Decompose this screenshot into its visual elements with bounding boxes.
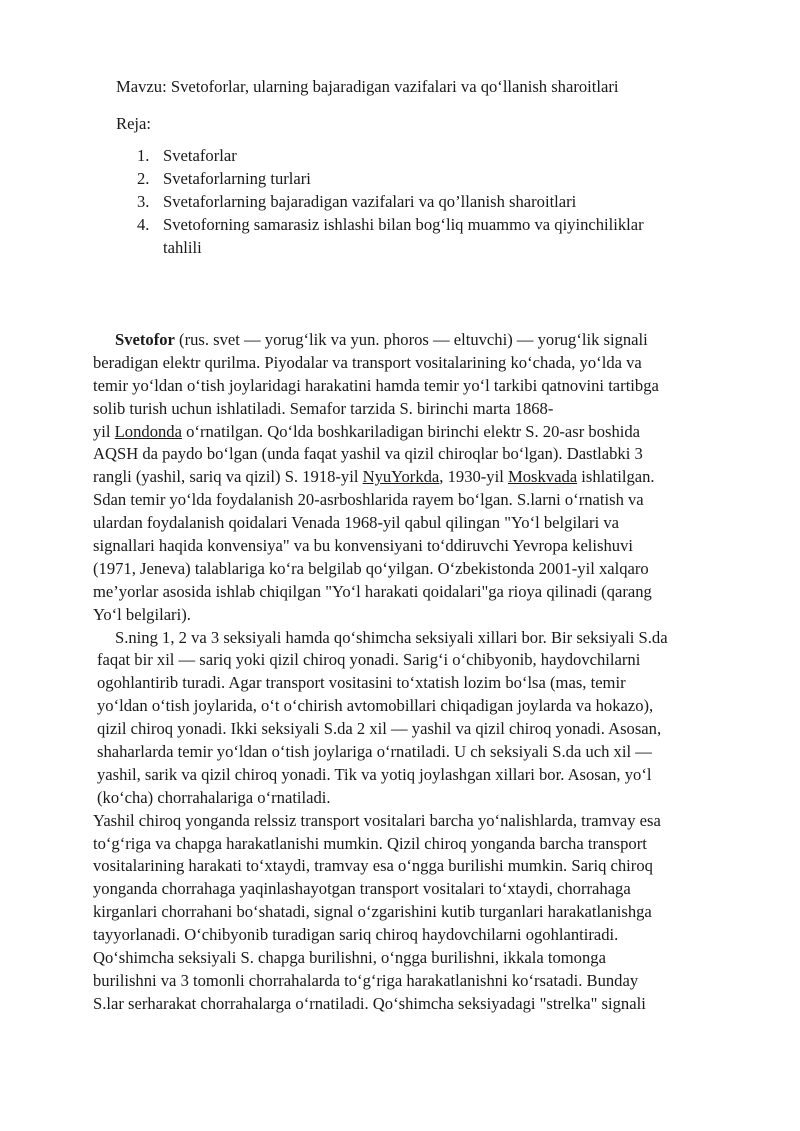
paragraph-line: Yo‘l belgilari). <box>93 604 191 624</box>
paragraph-line: beradigan elektr qurilma. Piyodalar va transport vositalarining ko‘chada, yo‘lda va <box>93 352 642 372</box>
plan-item-number: 2. <box>137 168 150 188</box>
paragraph-line: Sdan temir yo‘lda foydalanish 20-asrboshlarida rayem bo‘lgan. S.larni o‘rnatish va <box>93 490 644 510</box>
paragraph-line <box>93 421 713 444</box>
document-topic: Mavzu: Svetoforlar, ularning bajaradigan vazifalari va qo‘llanish sharoitlari <box>116 77 619 96</box>
plan-item-number: 4. <box>137 214 150 234</box>
plan-item-text: Svetoforning samarasiz ishlashi bilan bog‘liq muammo va qiyinchiliklar <box>163 214 644 234</box>
paragraph-line: (ko‘cha) chorrahalariga o‘rnatiladi. <box>97 787 331 807</box>
paragraph-line: kirganlari chorrahani bo‘shatadi, signal o‘zgarishini kutib turganlari harakatlanishga <box>93 902 652 922</box>
plan-heading: Reja: <box>116 114 152 133</box>
plan-item <box>137 168 737 191</box>
paragraph-line: Qo‘shimcha seksiyali S. chapga burilishni, o‘ngga burilishni, ikkala tomonga <box>93 948 606 968</box>
paragraph-line: signallari haqida konvensiya" va bu konvensiyani to‘ddiruvchi Yevropa kelishuvi <box>93 536 633 556</box>
link-moscow[interactable]: Moskvada <box>507 467 578 487</box>
paragraph-line: yashil, sarik va qizil chiroq yonadi. Tik va yotiq joylashgan xillari bor. Asosan, yo‘l <box>97 764 652 784</box>
text-span: rangli (yashil, sariq va qizil) S. 1918-yil <box>93 467 363 487</box>
plan-item-number: 3. <box>137 191 150 211</box>
plan-item-text-group <box>163 214 737 260</box>
plan-item-text: Svetaforlarning bajaradigan vazifalari va qo’llanish sharoitlari <box>163 191 577 211</box>
text-span: , 1930-yil <box>439 467 508 487</box>
paragraph-line: ogohlantirib turadi. Agar transport vositasini to‘xtatish lozim bo‘lsa (mas, temir <box>97 673 626 693</box>
paragraph-line: me’yorlar asosida ishlab chiqilgan "Yo‘l harakati qoidalari"ga rioya qilinadi (qarang <box>93 581 652 601</box>
paragraph-line <box>93 466 713 489</box>
article-body <box>93 329 713 1016</box>
plan-item <box>137 145 737 168</box>
paragraph-line: qizil chiroq yonadi. Ikki seksiyali S.da 2 xil — yashil va qizil chiroq yonadi. Asosan, <box>97 719 662 739</box>
paragraph-line: AQSH da paydo bo‘lgan (unda faqat yashil va qizil chiroqlar bo‘lgan). Dastlabki 3 <box>93 444 643 464</box>
paragraph-line: (1971, Jeneva) talablariga ko‘ra belgilab qo‘yilgan. O‘zbekistonda 2001-yil xalqaro <box>93 558 649 578</box>
text-span: (rus. svet — yorug‘lik va yun. phoros — eltuvchi) — yorug‘lik signali <box>174 330 648 349</box>
paragraph-line: ulardan foydalanish qoidalari Venada 1968-yil qabul qilingan "Yo‘l belgilari va <box>93 513 619 533</box>
paragraph-line: burilishni va 3 tomonli chorrahalarda to‘g‘riga harakatlanishni ko‘rsatadi. Bunday <box>93 970 639 990</box>
paragraph-line: solib turish uchun ishlatiladi. Semafor tarzida S. birinchi marta 1868- <box>93 398 554 418</box>
paragraph-line: to‘g‘riga va chapga harakatlanishi mumkin. Qizil chiroq yonganda barcha transport <box>93 833 647 853</box>
plan-item-text: Svetaforlar <box>163 146 237 165</box>
paragraph-line <box>93 329 713 352</box>
text-span: yil <box>93 421 115 441</box>
paragraph-line: vositalarining harakati to‘xtaydi, tramvay esa o‘ngga burilishi mumkin. Sariq chiroq <box>93 856 653 876</box>
paragraph-line: tayyorlanadi. O‘chibyonib turadigan sariq chiroq haydovchilarni ogohlantiradi. <box>93 925 619 945</box>
text-span: ishlatilgan. <box>577 467 655 487</box>
paragraph-line: yo‘ldan o‘tish joylarida, o‘t o‘chirish avtomobillari chiqadigan joylarda va hokazo), <box>97 696 654 716</box>
paragraph-line: Yashil chiroq yonganda relssiz transport vositalari barcha yo‘nalishlarda, tramvay esa <box>93 810 661 830</box>
plan-list <box>137 145 737 260</box>
plan-item <box>137 214 737 260</box>
paragraph-line: S.ning 1, 2 va 3 seksiyali hamda qo‘shimcha seksiyali xillari bor. Bir seksiyali S.da <box>115 627 668 647</box>
link-london[interactable]: Londonda <box>114 421 182 441</box>
paragraph-line: temir yo‘ldan o‘tish joylaridagi harakatini hamda temir yo‘l tarkibi qatnovini tartibga <box>93 375 659 395</box>
paragraph-line: S.lar serharakat chorrahalarga o‘rnatiladi. Qo‘shimcha seksiyadagi "strelka" signali <box>93 993 646 1013</box>
plan-item <box>137 191 737 214</box>
paragraph-line: shaharlarda temir yo‘ldan o‘tish joylariga o‘rnatiladi. U ch seksiyali S.da uch xil — <box>97 742 652 762</box>
paragraph-line: yonganda chorrahaga yaqinlashayotgan transport vositalari to‘xtaydi, chorrahaga <box>93 879 631 899</box>
plan-item-text: tahlili <box>163 237 202 257</box>
plan-item-number: 1. <box>137 146 150 165</box>
link-newyork[interactable]: NyuYorkda <box>362 467 440 487</box>
plan-item-text: Svetaforlarning turlari <box>163 168 311 188</box>
paragraph-line: faqat bir xil — sariq yoki qizil chiroq yonadi. Sarig‘i o‘chibyonib, haydovchilarni <box>97 650 641 670</box>
term-heading: Svetofor <box>115 330 175 349</box>
text-span: o‘rnatilgan. Qo‘lda boshkariladigan birinchi elektr S. 20-asr boshida <box>181 421 641 441</box>
